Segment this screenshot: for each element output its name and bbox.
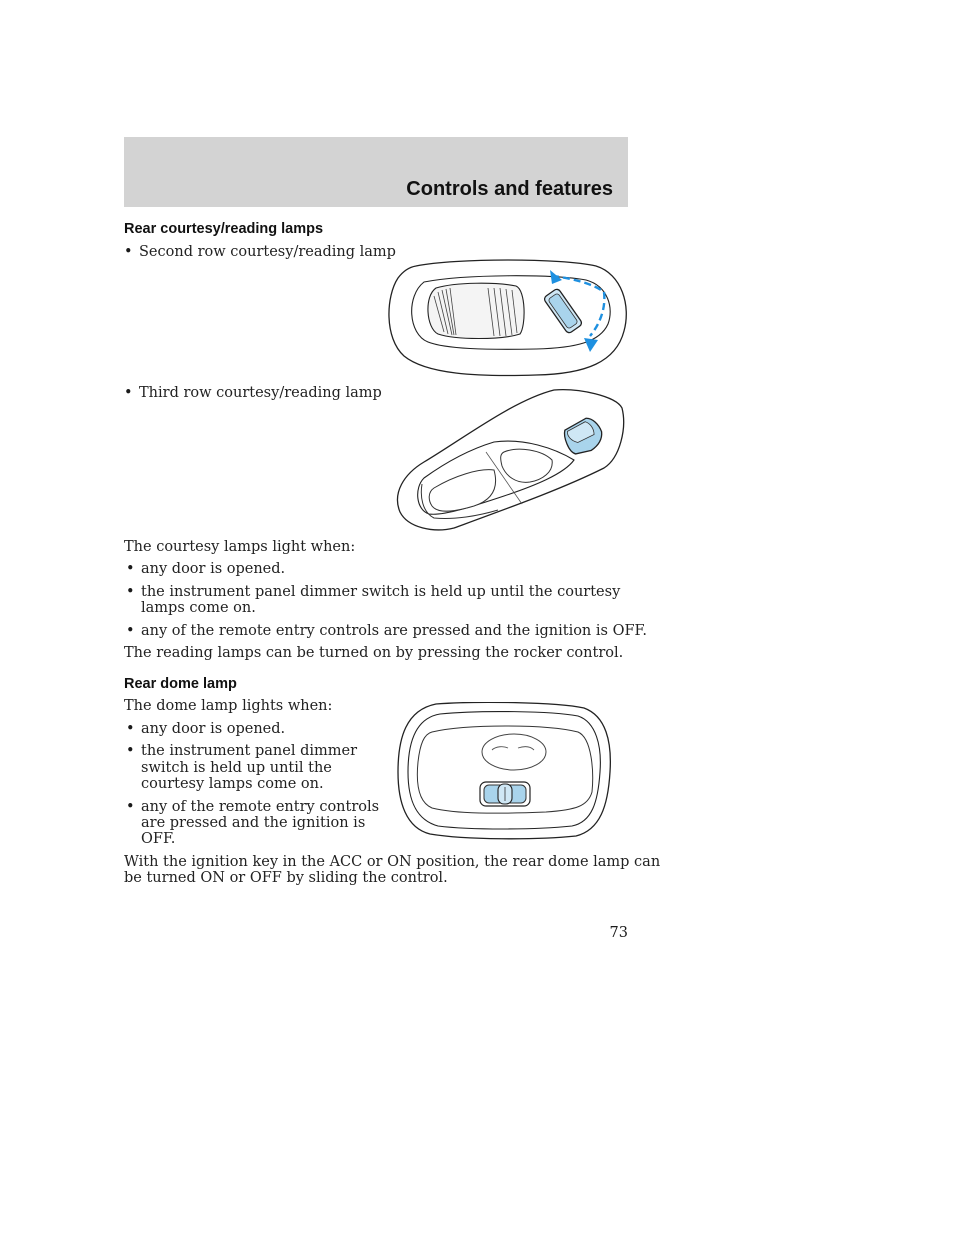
bullet-icon: •	[126, 623, 135, 639]
page-title: Controls and features	[406, 178, 613, 200]
section-header-band	[124, 137, 628, 207]
bullet-icon: •	[124, 385, 133, 401]
bullet-icon: •	[126, 721, 135, 737]
dome-condition: the instrument panel dimmer	[141, 743, 357, 759]
dome-condition: are pressed and the ignition is	[141, 815, 366, 831]
dome-intro: The dome lamp lights when:	[124, 698, 333, 714]
bullet-icon: •	[126, 799, 135, 815]
dome-condition: any door is opened.	[141, 721, 286, 737]
bullet-icon: •	[126, 584, 135, 600]
dome-condition: OFF.	[141, 831, 176, 847]
item-third-row-lamp: Third row courtesy/reading lamp	[139, 385, 382, 401]
bullet-icon: •	[126, 561, 135, 577]
courtesy-condition: the instrument panel dimmer switch is held up until the courtesy	[141, 584, 621, 600]
courtesy-intro: The courtesy lamps light when:	[124, 539, 356, 555]
dome-condition: switch is held up until the	[141, 760, 332, 776]
dome-closing-line: With the ignition key in the ACC or ON position, the rear dome lamp can	[124, 854, 661, 870]
page-number: 73	[609, 925, 628, 941]
heading-rear-dome-lamp: Rear dome lamp	[124, 676, 237, 692]
reading-note: The reading lamps can be turned on by pressing the rocker control.	[124, 645, 624, 661]
dome-lamp-illustration	[396, 702, 614, 840]
dome-closing-line: be turned ON or OFF by sliding the control.	[124, 870, 448, 886]
dome-condition: courtesy lamps come on.	[141, 776, 324, 792]
heading-rear-courtesy-reading-lamps: Rear courtesy/reading lamps	[124, 221, 324, 237]
courtesy-condition: any door is opened.	[141, 561, 286, 577]
dome-condition: any of the remote entry controls	[141, 799, 380, 815]
second-row-lamp-illustration	[386, 256, 630, 378]
courtesy-condition: any of the remote entry controls are pressed and the ignition is OFF.	[141, 623, 647, 639]
third-row-lamp-illustration	[394, 388, 626, 532]
item-second-row-lamp: Second row courtesy/reading lamp	[139, 244, 396, 260]
bullet-icon: •	[126, 743, 135, 759]
bullet-icon: •	[124, 244, 133, 260]
courtesy-condition: lamps come on.	[141, 600, 256, 616]
